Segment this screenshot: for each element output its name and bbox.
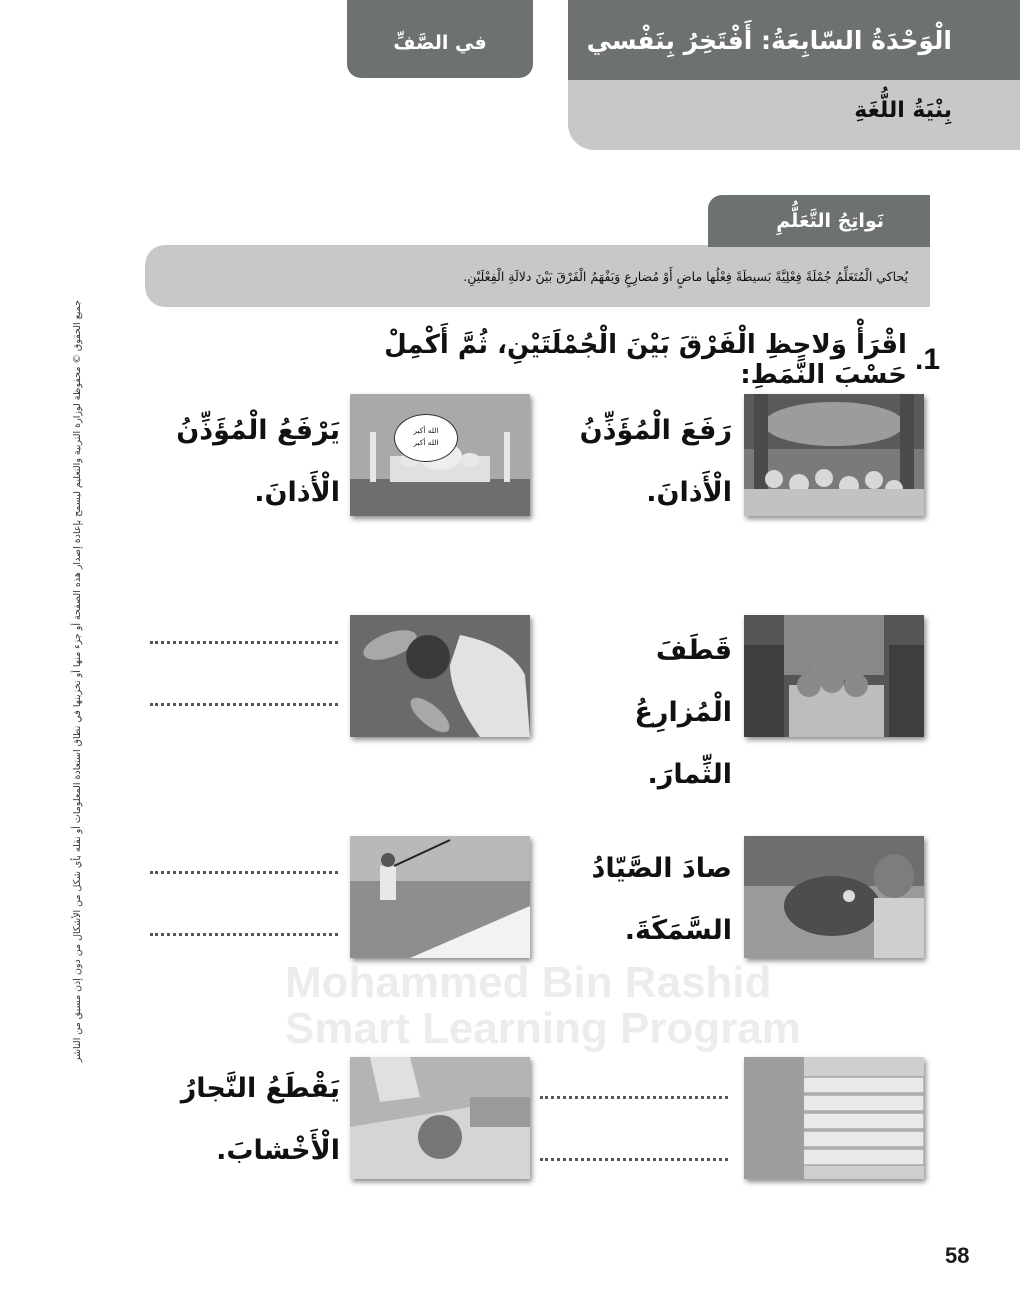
row3-answer-lines[interactable] bbox=[150, 870, 338, 936]
row1-left-line2: الْأَذانَ. bbox=[254, 477, 340, 508]
speech-bubble bbox=[394, 414, 458, 462]
watermark-line1: Mohammed Bin Rashid bbox=[285, 958, 772, 1007]
row3-right-line2: السَّمَكَةَ. bbox=[624, 915, 732, 946]
photo-fishing-boat bbox=[350, 836, 530, 958]
row2-answer-lines[interactable] bbox=[150, 640, 338, 706]
row2-right-sentence bbox=[560, 620, 732, 806]
section-title: بِنْيَةُ اللُّغَةِ bbox=[854, 98, 952, 123]
instruction-text: اقْرَأْ وَلاحِظِ الْفَرْقَ بَيْنَ الْجُمْلَتَيْنِ، ثُمَّ أَكْمِلْ حَسْبَ النَّمَطِ: bbox=[384, 330, 907, 390]
exercise-number: 1. bbox=[914, 343, 940, 376]
row1-left-sentence bbox=[150, 400, 340, 524]
row4-left-sentence bbox=[150, 1058, 340, 1182]
row3-right-line1: صادَ الصَّيّادُ bbox=[591, 853, 732, 884]
class-tab: في الصَّفِّ bbox=[347, 0, 533, 78]
row4-left-line1: يَقْطَعُ النَّجارُ bbox=[180, 1073, 340, 1104]
photo-hand-picking-fruit bbox=[350, 615, 530, 737]
watermark bbox=[285, 960, 801, 1052]
row3-right-sentence bbox=[560, 838, 732, 962]
row2-answer-line1[interactable] bbox=[150, 640, 338, 644]
outcomes-text: يُحاكي الْمُتَعَلِّمُ جُمْلَةً فِعْلِيَّةً بَسيطَةً فِعْلُها ماضٍ أَوْ مُضارِعٍ وَيَفْهَمُ الْفَرْقَ بَيْنَ دلالَةِ الْفِعْلَيْنِ. bbox=[145, 245, 930, 307]
exercise-instruction bbox=[340, 330, 940, 390]
row4-left-line2: الْأَخْشابَ. bbox=[216, 1135, 340, 1166]
row1-right-sentence bbox=[560, 400, 732, 524]
row2-right-line2: الثِّمارَ. bbox=[647, 759, 732, 790]
watermark-line2: Smart Learning Program bbox=[285, 1004, 801, 1053]
row1-right-line1: رَفَعَ الْمُؤَذِّنُ bbox=[579, 415, 732, 446]
outcomes-tab: نَواتِجُ التَّعَلُّمِ bbox=[708, 195, 930, 247]
photo-wooden-planks bbox=[744, 1057, 924, 1179]
bubble-line1: الله أكبر bbox=[413, 426, 439, 435]
row1-right-line2: الْأَذانَ. bbox=[646, 477, 732, 508]
photo-mosque-interior bbox=[744, 394, 924, 516]
row1-left-line1: يَرْفَعُ الْمُؤَذِّنُ bbox=[176, 415, 340, 446]
photo-table-saw bbox=[350, 1057, 530, 1179]
row3-answer-line1[interactable] bbox=[150, 870, 338, 874]
copyright-notice: جميع الحقوق © محفوظة لوزارة التربية والتعليم ليسمح بإعادة إصدار هذه الصفحة أو جزء منها أو تخزينها في نطاق استعادة المعلومات أو نقله بأي شكل من الأشكال من دون إذن مسبق من الناشر bbox=[72, 300, 83, 1063]
photo-fisherman-fish bbox=[744, 836, 924, 958]
row2-answer-line2[interactable] bbox=[150, 702, 338, 706]
row4-answer-lines[interactable] bbox=[540, 1095, 728, 1161]
row4-answer-line2[interactable] bbox=[540, 1157, 728, 1161]
page-number: 58 bbox=[945, 1243, 970, 1268]
row2-right-line1: قَطَفَ الْمُزارِعُ bbox=[634, 635, 732, 728]
row3-answer-line2[interactable] bbox=[150, 932, 338, 936]
row4-answer-line1[interactable] bbox=[540, 1095, 728, 1099]
unit-title: الْوَحْدَةُ السّابِعَةُ: أَفْتَخِرُ بِنَفْسي bbox=[568, 0, 1020, 80]
photo-farmer-basket bbox=[744, 615, 924, 737]
bubble-line2: الله أكبر bbox=[413, 438, 439, 447]
